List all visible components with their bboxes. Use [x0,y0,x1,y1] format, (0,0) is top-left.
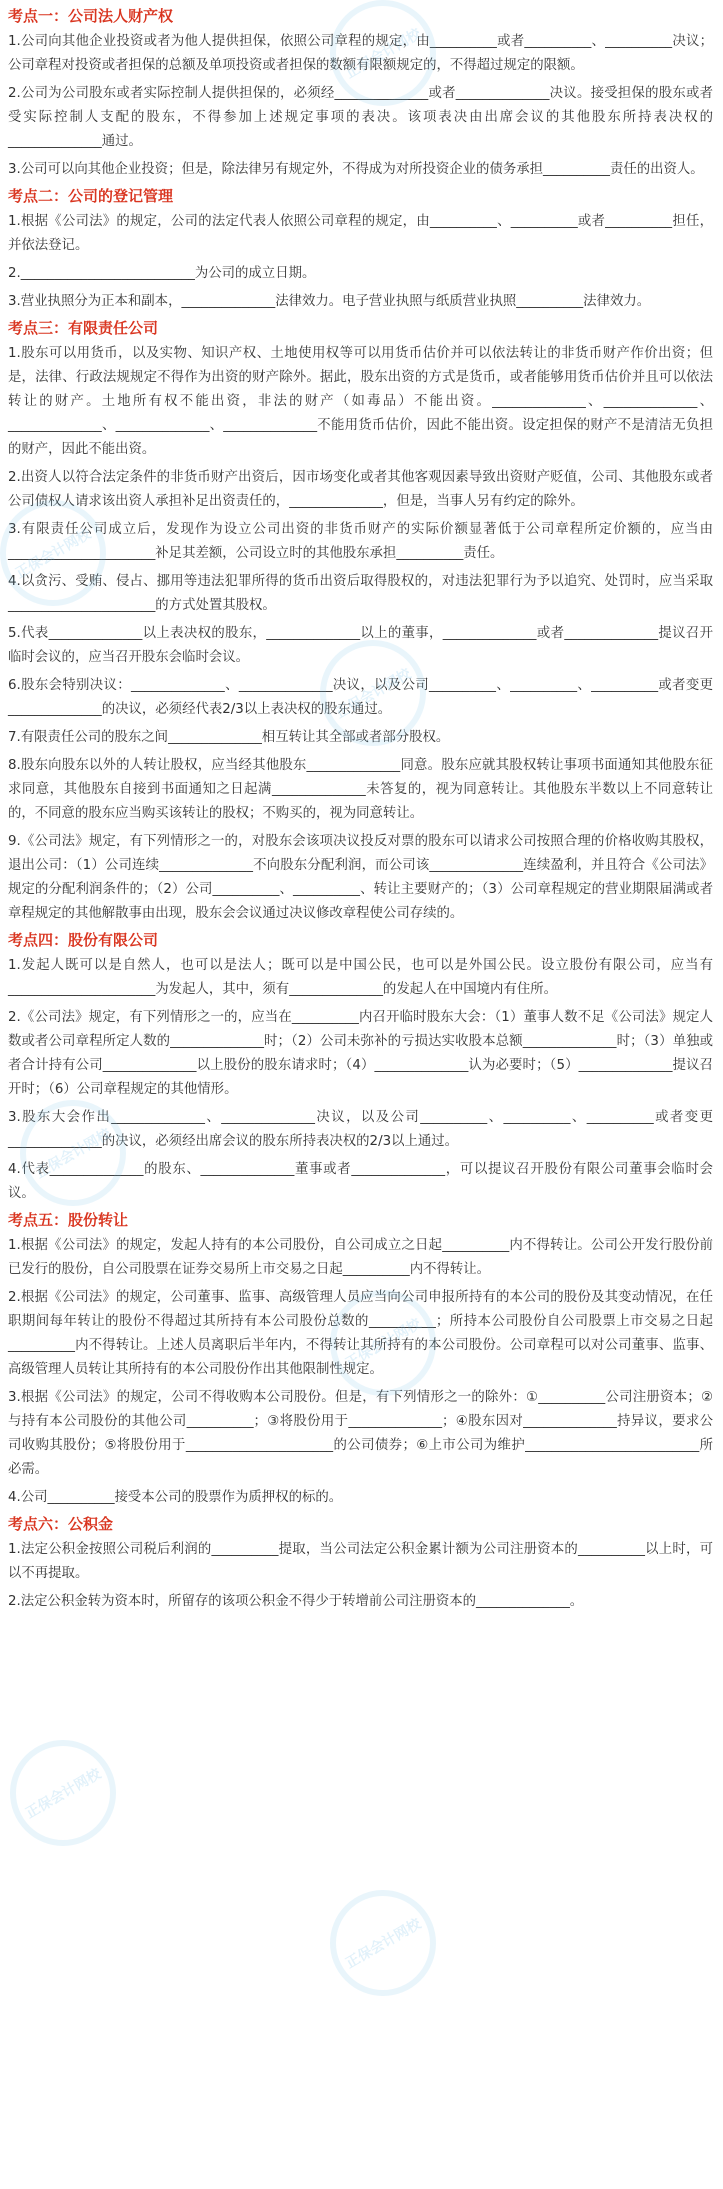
watermark: 正保会计网校 [330,1890,436,1996]
question-item: 4.以贪污、受贿、侵占、挪用等违法犯罪所得的货币出资后取得股权的，对违法犯罪行为予以追究、处罚时，应当采取______________________的方式处置其股权。 [8,574,713,613]
question-item: 6.股东会特别决议：______________、______________决议，以及公司__________、__________、__________或者变更______________的决议，必须经代表2/3以上表决权的股东通过。 [8,678,713,717]
question-item: 2.法定公积金转为资本时，所留存的该项公积金不得少于转增前公司注册资本的______________。 [8,1594,584,1609]
question-item: 1.根据《公司法》的规定，发起人持有的本公司股份，自公司成立之日起__________内不得转让。公司公开发行股份前已发行的股份，自公司股票在证券交易所上市交易之日起__________内不得转让。 [8,1238,713,1277]
question-item: 5.代表______________以上表决权的股东，______________以上的董事，______________或者______________提议召开临时会议的，应当召开股东会临时会议。 [8,626,713,665]
watermark: 正保会计网校 [330,1290,436,1396]
question-item: 4.公司__________接受本公司的股票作为质押权的标的。 [8,1490,343,1505]
question-item: 7.有限责任公司的股东之间______________相互转让其全部或者部分股权。 [8,730,450,745]
question-item: 2.《公司法》规定，有下列情形之一的，应当在__________内召开临时股东大会：（1）董事人数不足《公司法》规定人数或者公司章程所定人数的______________时；（2）公司未弥补的亏损达实收股本总额______________时；（3）单独或者合计持有公司______________以上股份的股东请求时；（4）______________认为必要时；（5）______________提议召开时；（6）公司章程规定的其他情形。 [8,1010,713,1097]
section-title: 考点四：股份有限公司 [8,931,159,949]
question-item: 3.营业执照分为正本和副本，______________法律效力。电子营业执照与纸质营业执照__________法律效力。 [8,294,651,309]
question-item: 1.公司向其他企业投资或者为他人提供担保，依照公司章程的规定，由__________或者__________、__________决议；公司章程对投资或者担保的总额及单项投资或者担保的数额有限额规定的，不得超过规定的限额。 [8,34,713,73]
question-item: 1.股东可以用货币，以及实物、知识产权、土地使用权等可以用货币估价并可以依法转让的非货币财产作价出资；但是，法律、行政法规规定不得作为出资的财产除外。据此，股东出资的方式是货币，或者能够用货币估价并且可以依法转让的财产。土地所有权不能出资，非法的财产（如毒品）不能出资。______________、______________、______________、______________、______________不能用货币估价，因此不能出资。设定担保的财产不是清洁无负担的财产，因此不能出资。 [8,346,713,457]
section-title: 考点五：股份转让 [8,1211,129,1229]
section-title: 考点六：公积金 [8,1515,114,1533]
question-item: 3.根据《公司法》的规定，公司不得收购本公司股份。但是，有下列情形之一的除外：①__________公司注册资本；②与持有本公司股份的其他公司__________；③将股份用于______________；④股东因对______________持异议，要求公司收购其股份；⑤将股份用于______________________的公司债券；⑥上市公司为维护__________________________所必需。 [8,1390,713,1477]
question-item: 3.有限责任公司成立后，发现作为设立公司出资的非货币财产的实际价额显著低于公司章程所定价额的，应当由______________________补足其差额，公司设立时的其他股东承担__________责任。 [8,522,713,561]
question-item: 1.根据《公司法》的规定，公司的法定代表人依照公司章程的规定，由__________、__________或者__________担任，并依法登记。 [8,214,713,253]
question-item: 3.公司可以向其他企业投资；但是，除法律另有规定外，不得成为对所投资企业的债务承担__________责任的出资人。 [8,162,704,177]
section-title: 考点一：公司法人财产权 [8,7,174,25]
question-item: 4.代表______________的股东、______________董事或者______________，可以提议召开股份有限公司董事会临时会议。 [8,1162,713,1201]
section-title: 考点三：有限责任公司 [8,319,159,337]
watermark: 正保会计网校 [10,1740,116,1846]
question-item: 2.公司为公司股东或者实际控制人提供担保的，必须经______________或者______________决议。接受担保的股东或者受实际控制人支配的股东，不得参加上述规定事项的表决。该项表决由出席会议的其他股东所持表决权的______________通过。 [8,86,713,149]
watermark: 正保会计网校 [320,640,426,746]
watermark: 正保会计网校 [330,0,436,106]
question-item: 8.股东向股东以外的人转让股权，应当经其他股东______________同意。股东应就其股权转让事项书面通知其他股东征求同意，其他股东自接到书面通知之日起满______________未答复的，视为同意转让。其他股东半数以上不同意转让的，不同意的股东应当购买该转让的股权；不购买的，视为同意转让。 [8,758,713,821]
watermark: 正保会计网校 [0,500,106,606]
question-item: 2.__________________________为公司的成立日期。 [8,266,316,281]
question-item: 2.出资人以符合法定条件的非货币财产出资后，因市场变化或者其他客观因素导致出资财产贬值，公司、其他股东或者公司债权人请求该出资人承担补足出资责任的，______________，但是，当事人另有约定的除外。 [8,470,713,509]
question-item: 1.法定公积金按照公司税后利润的__________提取，当公司法定公积金累计额为公司注册资本的__________以上时，可以不再提取。 [8,1542,713,1581]
question-item: 3.股东大会作出______________、______________决议，以及公司__________、__________、__________或者变更______________的决议，必须经出席会议的股东所持表决权的2/3以上通过。 [8,1110,713,1149]
question-item: 9.《公司法》规定，有下列情形之一的，对股东会该项决议投反对票的股东可以请求公司按照合理的价格收购其股权，退出公司：（1）公司连续______________不向股东分配利润，而公司该______________连续盈利，并且符合《公司法》规定的分配利润条件的；（2）公司__________、__________、转让主要财产的；（3）公司章程规定的营业期限届满或者章程规定的其他解散事由出现，股东会会议通过决议修改章程使公司存续的。 [8,834,713,921]
watermark: 正保会计网校 [20,1100,126,1206]
section-title: 考点二：公司的登记管理 [8,187,174,205]
question-item: 2.根据《公司法》的规定，公司董事、监事、高级管理人员应当向公司申报所持有的本公司的股份及其变动情况，在任职期间每年转让的股份不得超过其所持有本公司股份总数的__________；所持本公司股份自公司股票上市交易之日起__________内不得转让。上述人员离职后半年内，不得转让其所持有的本公司股份。公司章程可以对公司董事、监事、高级管理人员转让其所持有的本公司股份作出其他限制性规定。 [8,1290,713,1377]
question-item: 1.发起人既可以是自然人，也可以是法人；既可以是中国公民，也可以是外国公民。设立股份有限公司，应当有______________________为发起人，其中，须有______________的发起人在中国境内有住所。 [8,958,713,997]
